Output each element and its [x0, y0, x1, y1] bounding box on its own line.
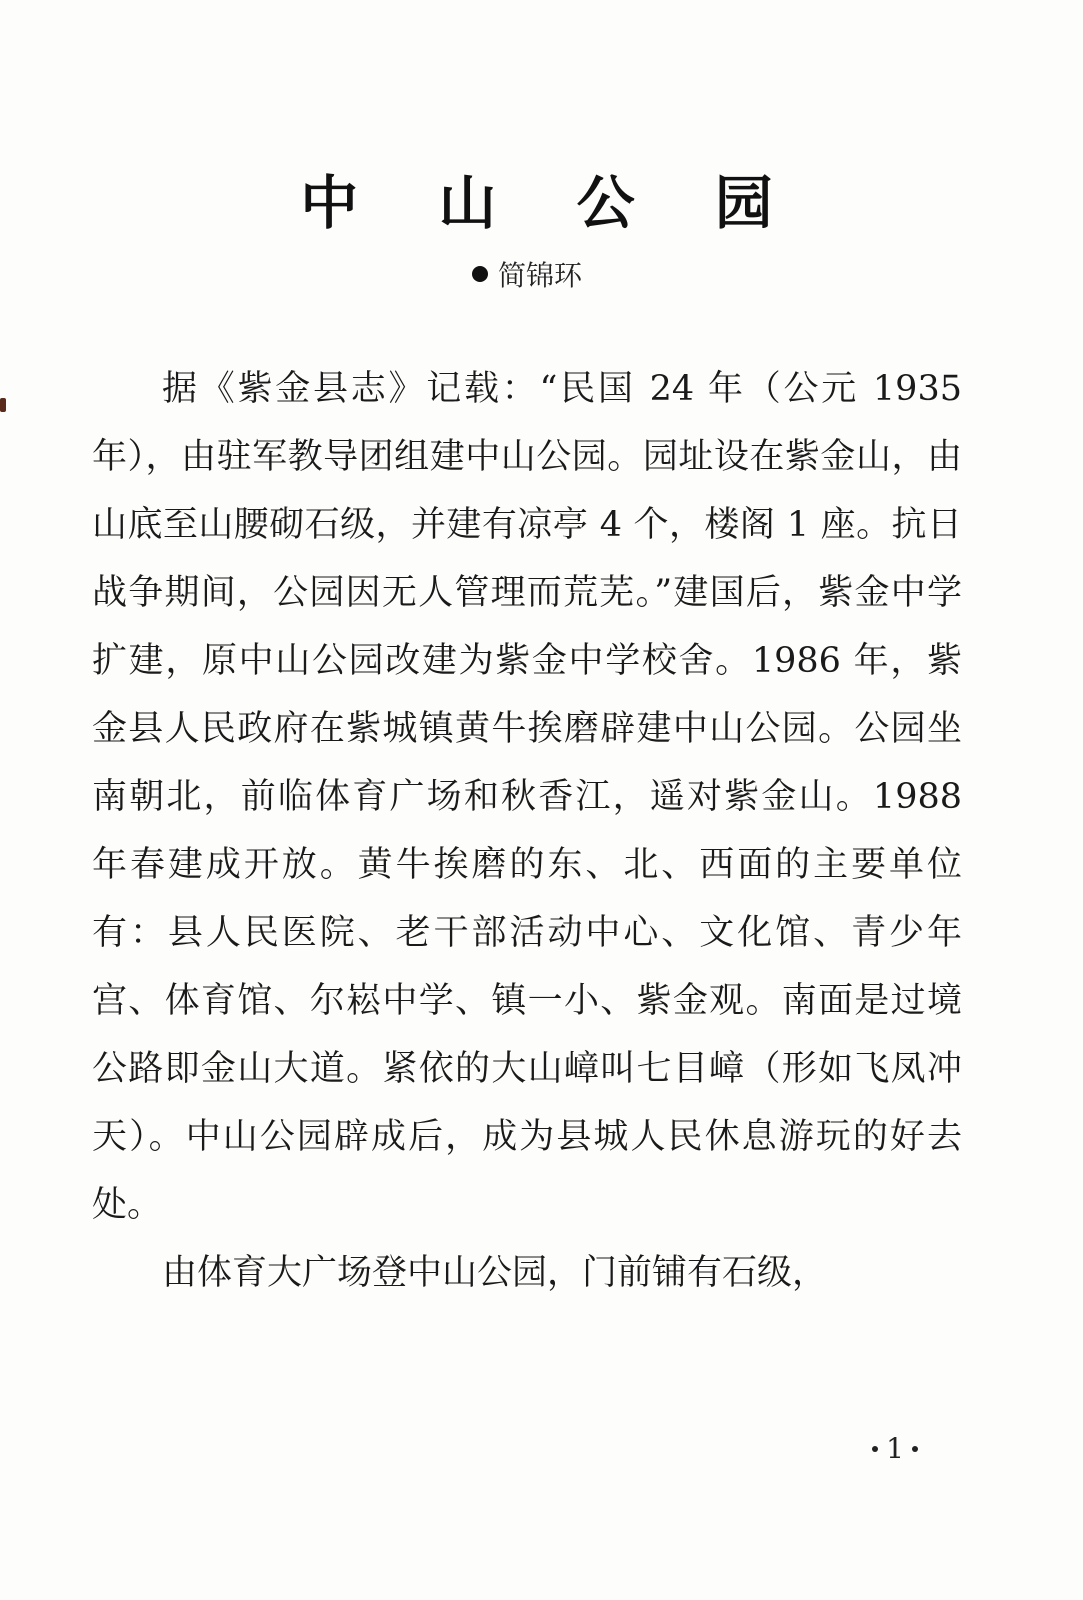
article-body	[92, 355, 962, 1307]
page-number-dot-left	[872, 1446, 878, 1452]
author-byline	[472, 258, 582, 294]
page-number-value: 1	[886, 1432, 904, 1465]
article-title: 中 山 公 园	[300, 169, 803, 237]
paragraph-1: 据《紫金县志》记载：“民国 24 年（公元 1935 年），由驻军教导团组建中山公园。园址设在紫金山，由山底至山腰砌石级，并建有凉亭 4 个，楼阁 1 座。抗日战争期间，公园因无人管理而荒芜。”建国后，紫金中学扩建，原中山公园改建为紫金中学校舍。1986 年，紫金县人民政府在紫城镇黄牛挨磨辟建中山公园。公园坐南朝北，前临体育广场和秋香江，遥对紫金山。1988 年春建成开放。黄牛挨磨的东、北、西面的主要单位有：县人民医院、老干部活动中心、文化馆、青少年宫、体育馆、尔崧中学、镇一小、紫金观。南面是过境公路即金山大道。紧依的大山嶂叫七目嶂（形如飞凤冲天）。中山公园辟成后，成为县城人民休息游玩的好去处。	[92, 369, 962, 1225]
page-number	[850, 1432, 940, 1465]
bullet-dot-icon	[472, 266, 488, 282]
paragraph-2: 由体育大广场登中山公园，门前铺有石级，	[162, 1253, 828, 1293]
scan-edge-mark	[0, 398, 6, 412]
author-name: 简锦环	[498, 259, 583, 292]
page-number-dot-right	[912, 1446, 918, 1452]
